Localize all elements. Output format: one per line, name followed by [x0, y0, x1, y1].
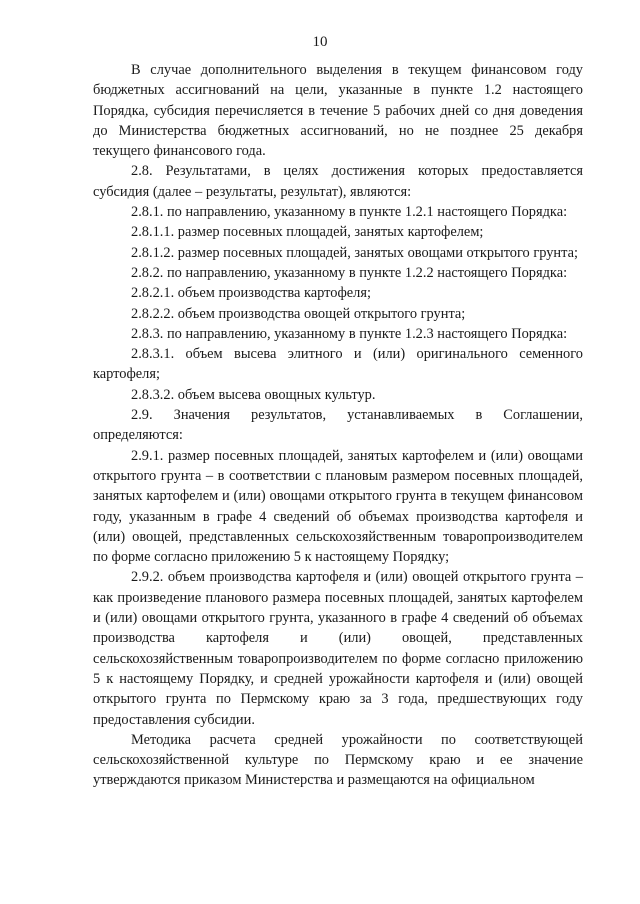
- paragraph-additional-allocation: В случае дополнительного выделения в текущем финансовом году бюджетных ассигнований на цели, указанные в пункте 1.2 настоящего Порядка, субсидия перечисляется в течение 5 рабочих дней со дня доведения до Министерства бюджетных ассигнований, но не позднее 25 декабря текущего финансового года.: [93, 62, 583, 160]
- paragraph-2-8-2-2: 2.8.2.2. объем производства овощей открытого грунта;: [131, 305, 466, 322]
- paragraph-2-8-1-1: 2.8.1.1. размер посевных площадей, занятых картофелем;: [131, 224, 484, 241]
- paragraph-2-9-1: 2.9.1. размер посевных площадей, занятых картофелем и (или) овощами открытого грунта – в соответствии с плановым размером посевных площадей, занятых картофелем и (или) овощами открытого грунта в текущем финансовом году, указанным в графе 4 сведений об объемах производства картофеля и (или) овощей, представленных сельскохозяйственным товаропроизводителем по форме согласно приложению 5 к настоящему Порядку;: [93, 447, 583, 566]
- paragraph-2-9-2: 2.9.2. объем производства картофеля и (или) овощей открытого грунта – как произведение планового размера посевных площадей, занятых картофелем и (или) овощами открытого грунта, указанного в графе 4 сведений об объемах производства картофеля и (или) овощей, представленных сельскохозяйственным товаропроизводителем по форме согласно приложению 5 к настоящему Порядку, и средней урожайности картофеля и (или) овощей открытого грунта по Пермскому краю за 3 года, предшествующих году предоставления субсидии.: [93, 569, 583, 728]
- paragraph-2-8: 2.8. Результатами, в целях достижения которых предоставляется субсидия (далее – результаты, результат), являются:: [93, 163, 583, 200]
- paragraph-2-8-2-1: 2.8.2.1. объем производства картофеля;: [131, 285, 371, 302]
- document-body: [93, 60, 583, 791]
- paragraph-2-8-1-2: 2.8.1.2. размер посевных площадей, занятых овощами открытого грунта;: [131, 244, 578, 261]
- paragraph-2-8-2: 2.8.2. по направлению, указанному в пункте 1.2.2 настоящего Порядка:: [131, 264, 568, 281]
- paragraph-2-8-3-1: 2.8.3.1. объем высева элитного и (или) оригинального семенного картофеля;: [93, 346, 583, 383]
- paragraph-2-8-3: 2.8.3. по направлению, указанному в пункте 1.2.3 настоящего Порядка:: [131, 325, 568, 342]
- page-number: 10: [312, 34, 328, 50]
- paragraph-2-8-1: 2.8.1. по направлению, указанному в пункте 1.2.1 настоящего Порядка:: [131, 204, 568, 221]
- paragraph-methodology: Методика расчета средней урожайности по соответствующей сельскохозяйственной культуре по Пермскому краю и ее значение утверждаются приказом Министерства и размещаются на официальном: [93, 731, 583, 789]
- paragraph-2-9: 2.9. Значения результатов, устанавливаемых в Соглашении, определяются:: [93, 407, 583, 444]
- paragraph-2-8-3-2: 2.8.3.2. объем высева овощных культур.: [131, 386, 376, 403]
